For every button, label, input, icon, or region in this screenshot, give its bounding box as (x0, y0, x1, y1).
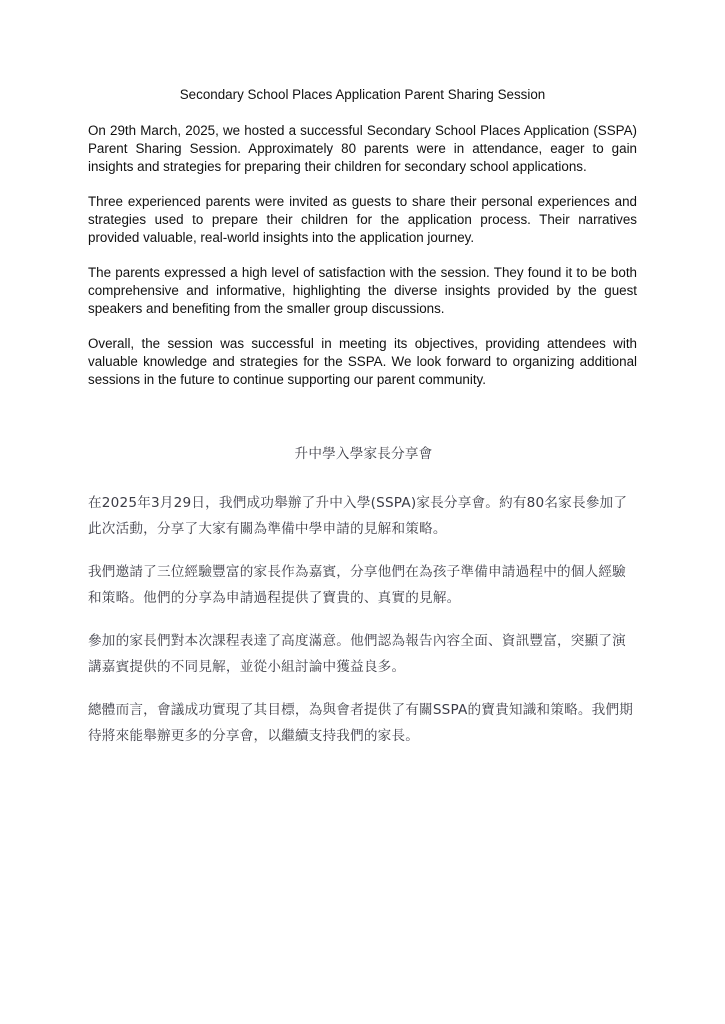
english-section (88, 86, 637, 406)
chinese-paragraph: 總體而言，會議成功實現了其目標，為與會者提供了有關SSPA的寶貴知識和策略。我們期待將來能舉辦更多的分享會，以繼續支持我們的家長。 (88, 702, 634, 744)
chinese-paragraph: 參加的家長們對本次課程表達了高度滿意。他們認為報告內容全面、資訊豐富，突顯了演講嘉賓提供的不同見解，並從小組討論中獲益良多。 (88, 633, 626, 675)
chinese-title: 升中學入學家長分享會 (294, 446, 433, 462)
english-title: Secondary School Places Application Parent Sharing Session (179, 87, 546, 102)
chinese-paragraph: 在2025年3月29日，我們成功舉辦了升中入學(SSPA)家長分享會。約有80名家長參加了此次活動，分享了大家有關為準備中學申請的見解和策略。 (88, 495, 628, 537)
chinese-section (88, 441, 639, 766)
chinese-paragraph: 我們邀請了三位經驗豐富的家長作為嘉賓，分享他們在為孩子準備申請過程中的個人經驗和策略。他們的分享為申請過程提供了寶貴的、真實的見解。 (88, 564, 626, 606)
english-paragraph: Three experienced parents were invited as guests to share their personal experiences and strategies used to prepare their children for the application process. Their narratives provided valuable, real-world insights into the application journey. (88, 194, 637, 245)
english-paragraph: Overall, the session was successful in meeting its objectives, providing attendees with valuable knowledge and strategies for the SSPA. We look forward to organizing additional sessions in the future to continue supporting our parent community. (88, 336, 637, 387)
english-paragraph: The parents expressed a high level of satisfaction with the session. They found it to be both comprehensive and informative, highlighting the diverse insights provided by the guest speakers and benefiting from the smaller group discussions. (88, 265, 637, 316)
english-paragraph: On 29th March, 2025, we hosted a successful Secondary School Places Application (SSPA) Parent Sharing Session. Approximately 80 parents were in attendance, eager to gain insights and strategies for preparing their children for secondary school applications. (88, 123, 637, 174)
